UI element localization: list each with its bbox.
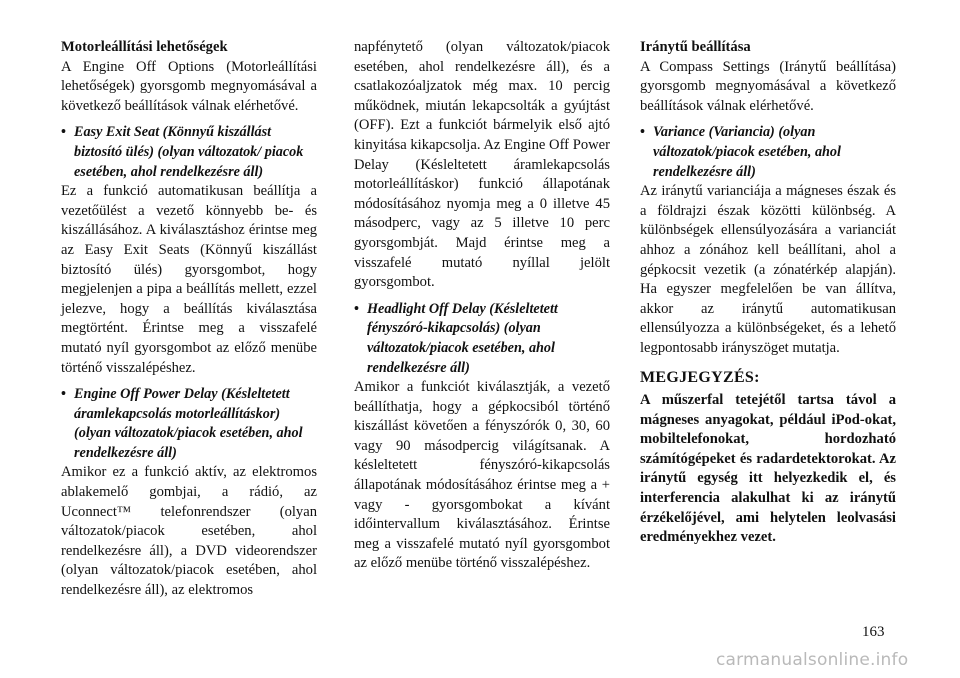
bullet-dot: • bbox=[61, 124, 66, 141]
column-left bbox=[61, 38, 317, 601]
bullet-variance bbox=[640, 123, 896, 182]
variance-paragraph: Az iránytű varianciája a mágneses észak és a földrajzi észak közötti különbség. A különbségek ellensúlyozására a varianciát ahhoz a zónához kell beállítani, ahol a gépkocsit vezetik (a zónatérkép alapján). Ha egyszer megfelelően be van állítva, akkor az iránytű automatikusan ellensúlyozza a különbségeket, és a lehető legpontosabb irányszöget mutatja. bbox=[640, 183, 896, 356]
power-delay-paragraph: Amikor ez a funkció aktív, az elektromos ablakemelő gombjai, a rádió, az Uconnect™ telefonrendszer (olyan változatok/piacok esetében, ahol rendelkezésre áll), a DVD videorendszer (olyan változatok/piacok esetében, ahol rendelkezésre áll), az elektromos bbox=[61, 464, 317, 599]
bullet-label: Headlight Off Delay (Késleltetett fényszóró-kikapcsolás) (olyan változatok/piacok esetében, ahol rendelkezésre áll) bbox=[367, 300, 558, 376]
bullet-headlight-off-delay bbox=[354, 300, 610, 378]
note-title: MEGJEGYZÉS: bbox=[640, 368, 760, 386]
section-heading-engine-off: Motorleállítási lehetőségek bbox=[61, 39, 228, 55]
watermark: carmanualsonline.info bbox=[716, 650, 909, 670]
bullet-dot: • bbox=[61, 386, 66, 403]
engine-off-intro: A Engine Off Options (Motorleállítási lehetőségek) gyorsgomb megnyomásával a következő beállítások válnak elérhetővé. bbox=[61, 58, 317, 114]
bullet-label: Engine Off Power Delay (Késleltetett áramlekapcsolás motorleállításkor) (olyan változatok/piacok esetében, ahol rendelkezésre áll) bbox=[74, 386, 303, 461]
column-right bbox=[640, 38, 896, 548]
section-heading-compass: Iránytű beállítása bbox=[640, 39, 751, 55]
page-number: 163 bbox=[862, 624, 885, 640]
power-delay-continued: napfénytető (olyan változatok/piacok esetében, ahol rendelkezésre áll), és a csatlakozóaljzatok még max. 10 percig működnek, miután lekapcsolták a gyújtást (OFF). Ezt a funkciót bármelyik első ajtó kinyitása kikapcsolja. Az Engine Off Power Delay (Késleltetett áramlekapcsolás motorleállításkor) funkció állapotának módosításához nyomja meg a 0 illetve 45 másodperc, vagy az 5 illetve 10 perc gyorsgombját. Majd érintse meg a visszafelé mutató nyíllal jelölt gyorsgombot. bbox=[354, 39, 610, 291]
easy-exit-paragraph: Ez a funkció automatikusan beállítja a vezetőülést a vezető könnyebb be- és kiszállásához. A kiválasztáshoz érintse meg az Easy Exit Seats (Könnyű kiszállást biztosító ülés) gyorsgombot, hogy megjelenjen a pipa a beállítás mellett, ezzel jelezve, hogy a beállítás kiválasztása megtörtént. Érintse meg a visszafelé mutató nyíl gyorsgombot az előző menübe történő visszalépéshez. bbox=[61, 183, 317, 376]
bullet-label: Variance (Variancia) (olyan változatok/piacok esetében, ahol rendelkezésre áll) bbox=[653, 124, 841, 180]
headlight-paragraph: Amikor a funkciót kiválasztják, a vezető beállíthatja, hogy a gépkocsiból történő kiszállást követően a fényszórók 0, 30, 60 vagy 90 másodpercig világítsanak. A késleltetett fényszóró-kikapcsolás állapotának módosításához érintse meg a + vagy - gyorsgombokat a kívánt időintervallum kiválasztásához. Érintse meg a visszafelé mutató nyíl gyorsgombot az előző menübe történő visszalépéshez. bbox=[354, 379, 610, 572]
bullet-engine-off-power-delay bbox=[61, 385, 317, 463]
bullet-dot: • bbox=[354, 300, 359, 317]
column-middle bbox=[354, 38, 610, 574]
compass-intro: A Compass Settings (Iránytű beállítása) gyorsgomb megnyomásával a következő beállítások válnak elérhetővé. bbox=[640, 58, 896, 114]
bullet-label: Easy Exit Seat (Könnyű kiszállást biztosító ülés) (olyan változatok/ piacok esetében, ahol rendelkezésre áll) bbox=[74, 124, 304, 180]
bullet-easy-exit-seat bbox=[61, 123, 317, 182]
bullet-dot: • bbox=[640, 124, 645, 141]
note-text: A műszerfal tetejétől tartsa távol a mágneses anyagokat, például iPod-okat, mobiltelefonokat, hordozható számítógépeket és radardetektorokat. Az iránytű egység itt helyezkedik el, és interferencia alakulhat ki az iránytű érzékelőjével, ami helytelen leolvasási eredményekhez vezet. bbox=[640, 392, 896, 546]
